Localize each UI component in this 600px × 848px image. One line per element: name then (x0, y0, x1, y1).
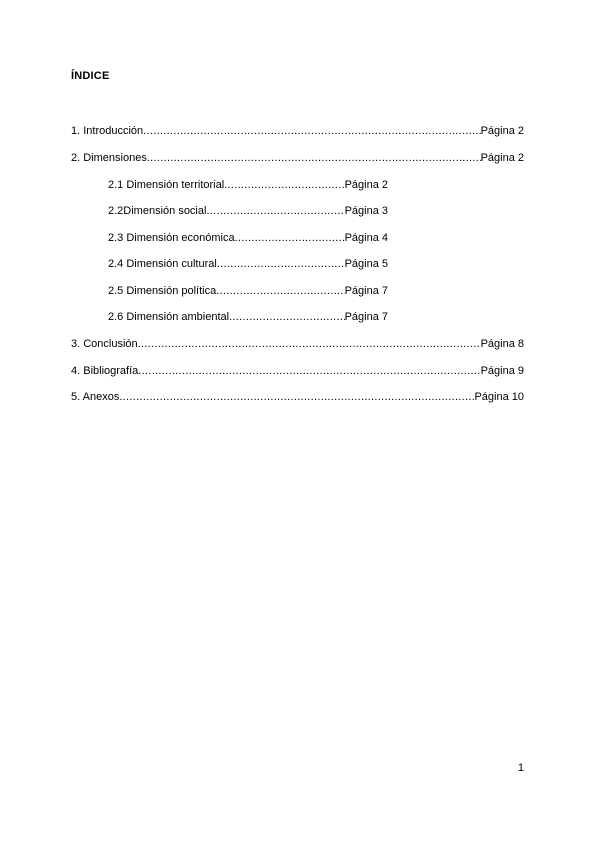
toc-entry-label: 2.3 Dimensión económica (108, 232, 235, 244)
toc-entry-page: Página 2 (480, 125, 524, 137)
toc-entry-label: 4. Bibliografía (71, 365, 139, 377)
toc-entry-page: Página 3 (344, 205, 388, 217)
dot-leader (235, 232, 345, 245)
toc-entry-dimension-social (108, 205, 388, 218)
toc-entry-label: 2.5 Dimensión política (108, 285, 217, 297)
toc-entry-page: Página 2 (344, 179, 388, 191)
toc-entry-anexos (71, 391, 524, 404)
dot-leader (138, 365, 480, 378)
toc-entry-page: Página 2 (480, 152, 524, 164)
toc-entry-dimension-economica (108, 232, 388, 245)
toc-entry-label: 5. Anexos (71, 391, 120, 403)
toc-entry-page: Página 8 (480, 338, 524, 350)
toc-entry-label: 2.1 Dimensión territorial (108, 179, 225, 191)
dot-leader (206, 205, 344, 218)
dot-leader (216, 285, 344, 298)
page-number: 1 (517, 762, 524, 774)
toc-entry-page: Página 7 (344, 311, 388, 323)
dot-leader (147, 152, 481, 165)
dot-leader (138, 338, 481, 351)
toc-entry-label: 3. Conclusión (71, 338, 138, 350)
toc-entry-introduccion (71, 125, 524, 138)
toc-entry-label: 2.2Dimensión social (108, 205, 207, 217)
toc-entry-label: 1. Introducción (71, 125, 144, 137)
toc-entry-label: 2. Dimensiones (71, 152, 147, 164)
toc-entry-bibliografia (71, 365, 524, 378)
toc-entry-conclusion (71, 338, 524, 351)
toc-title: ÍNDICE (71, 70, 110, 82)
toc-entry-label: 2.4 Dimensión cultural (108, 258, 217, 270)
toc-entry-dimension-politica (108, 285, 388, 298)
toc-entry-page: Página 7 (344, 285, 388, 297)
toc-entry-page: Página 10 (474, 391, 524, 403)
toc-entry-dimension-cultural (108, 258, 388, 271)
dot-leader (143, 125, 480, 138)
dot-leader (119, 391, 474, 404)
toc-entry-page: Página 9 (480, 365, 524, 377)
toc-entry-page: Página 5 (344, 258, 388, 270)
toc-entry-dimension-ambiental (108, 311, 388, 324)
toc-entry-page: Página 4 (344, 232, 388, 244)
dot-leader (229, 311, 344, 324)
dot-leader (224, 179, 344, 192)
toc-entry-dimension-territorial (108, 179, 388, 192)
toc-entry-label: 2.6 Dimensión ambiental (108, 311, 230, 323)
toc-entry-dimensiones (71, 152, 524, 165)
dot-leader (217, 258, 345, 271)
